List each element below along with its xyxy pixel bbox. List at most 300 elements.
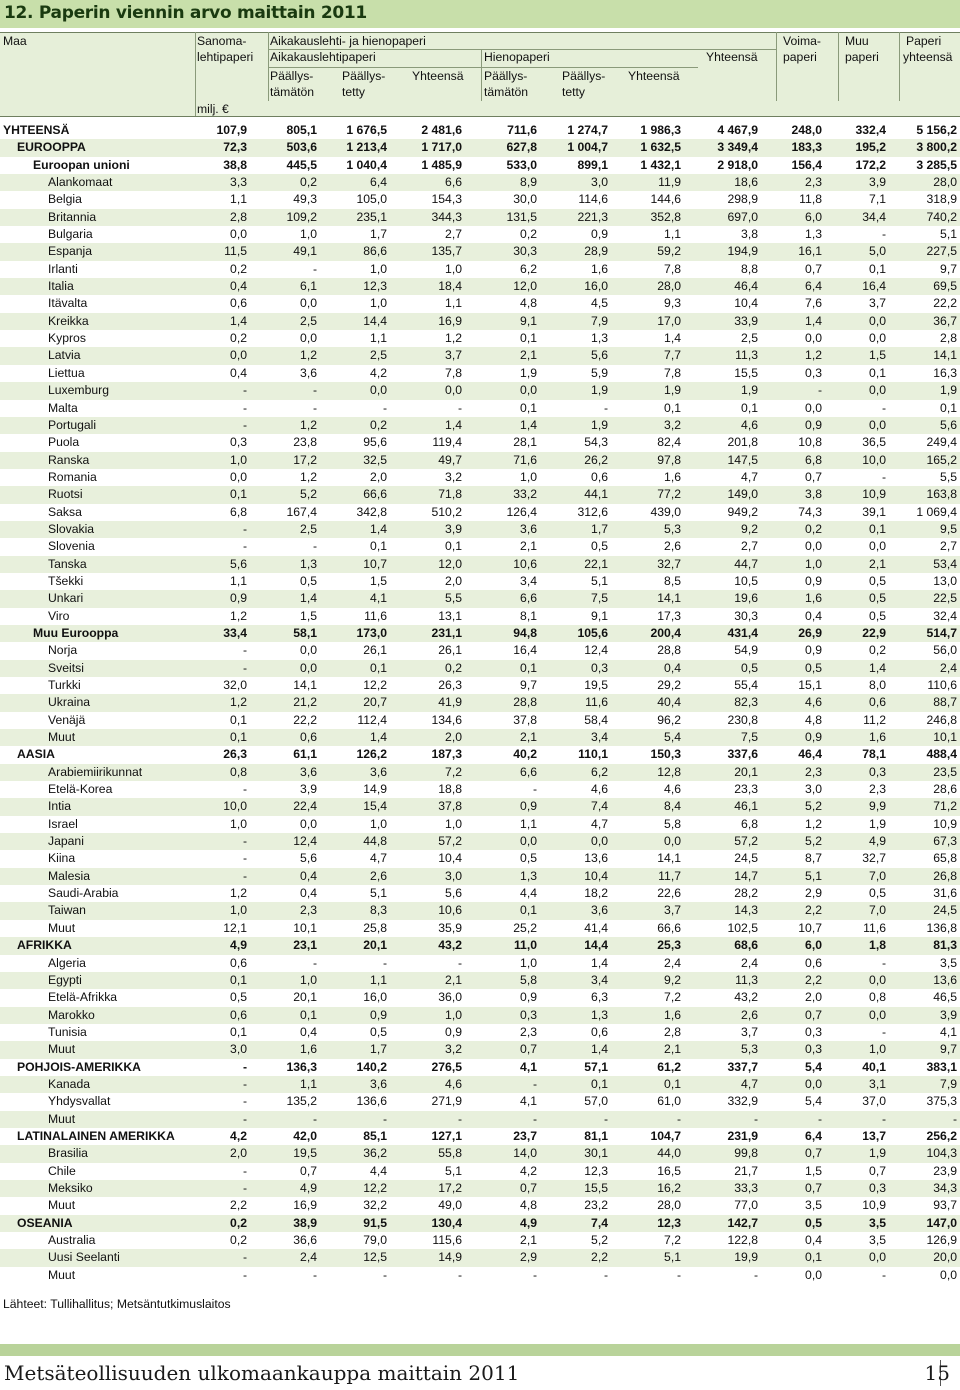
table-row bbox=[0, 1267, 960, 1284]
table-cell: 1,1 bbox=[390, 295, 465, 312]
table-cell: 0,2 bbox=[197, 261, 250, 278]
table-row bbox=[0, 608, 960, 625]
table-cell: 4,9 bbox=[197, 937, 250, 954]
table-cell: 0,3 bbox=[761, 1041, 825, 1058]
table-cell: 0,5 bbox=[825, 590, 889, 607]
table-cell: 1,0 bbox=[465, 469, 540, 486]
row-label: OSEANIA bbox=[0, 1215, 197, 1232]
table-cell: 1,4 bbox=[761, 313, 825, 330]
table-cell: 6,2 bbox=[465, 261, 540, 278]
row-label: Belgia bbox=[0, 191, 197, 208]
table-row bbox=[0, 400, 960, 417]
header-sanoma-2: lehtipaperi bbox=[197, 50, 254, 64]
header-p-2: tetty bbox=[342, 85, 366, 99]
table-cell: 28,9 bbox=[540, 243, 611, 260]
table-row bbox=[0, 295, 960, 312]
table-cell: 2,1 bbox=[465, 1232, 540, 1249]
table-cell: 12,3 bbox=[540, 1163, 611, 1180]
table-cell: 11,8 bbox=[761, 191, 825, 208]
table-cell: 0,1 bbox=[197, 729, 250, 746]
table-cell: 1 717,0 bbox=[390, 139, 465, 156]
table-cell: 32,5 bbox=[320, 452, 390, 469]
row-label: Kiina bbox=[0, 850, 197, 867]
table-cell: 9,1 bbox=[540, 608, 611, 625]
table-cell: 114,6 bbox=[540, 191, 611, 208]
table-cell: 1 986,3 bbox=[611, 122, 684, 139]
table-cell: 97,8 bbox=[611, 452, 684, 469]
table-row bbox=[0, 434, 960, 451]
header-aikak-hieno: Aikakauslehti- ja hienopaperi bbox=[270, 34, 426, 48]
table-cell: 10,1 bbox=[250, 920, 320, 937]
row-label: Venäjä bbox=[0, 712, 197, 729]
table-cell: 110,6 bbox=[889, 677, 960, 694]
table-cell: 26,8 bbox=[889, 868, 960, 885]
row-label: Etelä-Korea bbox=[0, 781, 197, 798]
table-cell: 72,3 bbox=[197, 139, 250, 156]
table-cell: 9,1 bbox=[465, 313, 540, 330]
table-cell: 6,4 bbox=[320, 174, 390, 191]
table-cell: 12,4 bbox=[540, 642, 611, 659]
table-cell: 34,3 bbox=[889, 1180, 960, 1197]
table-header bbox=[0, 32, 960, 116]
table-cell: - bbox=[390, 1111, 465, 1128]
table-cell: 0,7 bbox=[761, 469, 825, 486]
table-cell: 19,9 bbox=[684, 1249, 761, 1266]
table-cell: 9,2 bbox=[611, 972, 684, 989]
table-row bbox=[0, 278, 960, 295]
table-cell: 3,9 bbox=[889, 1007, 960, 1024]
table-cell: 6,6 bbox=[465, 590, 540, 607]
table-cell: 2,4 bbox=[684, 955, 761, 972]
table-cell: 235,1 bbox=[320, 209, 390, 226]
table-cell: 1,5 bbox=[320, 573, 390, 590]
table-cell: 0,0 bbox=[761, 400, 825, 417]
table-cell: 7,7 bbox=[611, 347, 684, 364]
table-cell: 0,9 bbox=[197, 590, 250, 607]
table-cell: 4,8 bbox=[465, 295, 540, 312]
table-cell: 3,2 bbox=[611, 417, 684, 434]
table-cell: 0,7 bbox=[761, 1007, 825, 1024]
table-row bbox=[0, 226, 960, 243]
table-cell: 3,6 bbox=[250, 365, 320, 382]
row-label: Unkari bbox=[0, 590, 197, 607]
table-cell: 183,3 bbox=[761, 139, 825, 156]
table-cell: 2,4 bbox=[250, 1249, 320, 1266]
table-cell: 44,7 bbox=[684, 556, 761, 573]
table-cell: 28,1 bbox=[465, 434, 540, 451]
table-cell: 43,2 bbox=[390, 937, 465, 954]
table-cell: 35,9 bbox=[390, 920, 465, 937]
table-cell: 12,2 bbox=[320, 677, 390, 694]
table-cell: 5,5 bbox=[889, 469, 960, 486]
table-cell: 102,5 bbox=[684, 920, 761, 937]
table-row bbox=[0, 660, 960, 677]
table-cell: 1,6 bbox=[825, 729, 889, 746]
table-cell: 0,6 bbox=[825, 694, 889, 711]
table-cell: 14,7 bbox=[684, 868, 761, 885]
table-cell: 248,0 bbox=[761, 122, 825, 139]
table-cell: 1,4 bbox=[320, 729, 390, 746]
table-cell: 0,9 bbox=[761, 417, 825, 434]
table-cell: 32,7 bbox=[825, 850, 889, 867]
table-cell: 221,3 bbox=[540, 209, 611, 226]
table-cell: 30,1 bbox=[540, 1145, 611, 1162]
table-cell: 7,0 bbox=[825, 868, 889, 885]
table-cell: 88,7 bbox=[889, 694, 960, 711]
table-cell: 33,3 bbox=[684, 1180, 761, 1197]
table-cell: - bbox=[320, 1111, 390, 1128]
table-cell: 165,2 bbox=[889, 452, 960, 469]
table-cell: 14,1 bbox=[250, 677, 320, 694]
table-cell: 61,0 bbox=[611, 1093, 684, 1110]
table-cell: 0,9 bbox=[465, 989, 540, 1006]
row-label: Tanska bbox=[0, 556, 197, 573]
table-cell: 1 274,7 bbox=[540, 122, 611, 139]
table-cell: 2,7 bbox=[684, 538, 761, 555]
table-cell: 82,4 bbox=[611, 434, 684, 451]
table-cell: 12,8 bbox=[611, 764, 684, 781]
table-cell: 9,7 bbox=[465, 677, 540, 694]
table-cell: 79,0 bbox=[320, 1232, 390, 1249]
table-cell: 11,3 bbox=[684, 347, 761, 364]
table-cell: 14,9 bbox=[390, 1249, 465, 1266]
table-row bbox=[0, 1215, 960, 1232]
table-cell: - bbox=[684, 1111, 761, 1128]
table-row bbox=[0, 365, 960, 382]
table-cell: 127,1 bbox=[390, 1128, 465, 1145]
row-label: Muut bbox=[0, 729, 197, 746]
row-label: Taiwan bbox=[0, 902, 197, 919]
table-cell: 1,2 bbox=[390, 330, 465, 347]
table-cell: 0,6 bbox=[197, 295, 250, 312]
table-cell: 0,4 bbox=[761, 1232, 825, 1249]
table-cell: 12,4 bbox=[250, 833, 320, 850]
table-cell: 0,0 bbox=[465, 833, 540, 850]
table-cell: 2,3 bbox=[761, 764, 825, 781]
table-cell: 1,7 bbox=[320, 1041, 390, 1058]
table-row bbox=[0, 1024, 960, 1041]
table-cell: 58,1 bbox=[250, 625, 320, 642]
table-cell: 0,2 bbox=[250, 174, 320, 191]
table-cell: 22,1 bbox=[540, 556, 611, 573]
table-cell: 8,7 bbox=[761, 850, 825, 867]
table-cell: - bbox=[197, 1249, 250, 1266]
table-row bbox=[0, 694, 960, 711]
table-cell: 740,2 bbox=[889, 209, 960, 226]
table-cell: 16,2 bbox=[611, 1180, 684, 1197]
table-cell: 44,0 bbox=[611, 1145, 684, 1162]
table-cell: 41,4 bbox=[540, 920, 611, 937]
table-cell: 5,3 bbox=[684, 1041, 761, 1058]
table-cell: - bbox=[197, 1111, 250, 1128]
table-cell: 13,6 bbox=[889, 972, 960, 989]
table-cell: 6,8 bbox=[197, 504, 250, 521]
table-cell: 4,1 bbox=[320, 590, 390, 607]
table-cell: 61,1 bbox=[250, 746, 320, 763]
table-cell: 15,4 bbox=[320, 798, 390, 815]
table-row bbox=[0, 139, 960, 156]
row-label: EUROOPPA bbox=[0, 139, 197, 156]
table-cell: 0,3 bbox=[540, 660, 611, 677]
row-label: Saksa bbox=[0, 504, 197, 521]
table-cell: 0,0 bbox=[320, 382, 390, 399]
table-cell: 0,6 bbox=[197, 955, 250, 972]
table-cell: 93,7 bbox=[889, 1197, 960, 1214]
table-cell: - bbox=[250, 400, 320, 417]
table-cell: 1,8 bbox=[825, 937, 889, 954]
table-cell: 4,5 bbox=[540, 295, 611, 312]
table-cell: 1,9 bbox=[889, 382, 960, 399]
table-cell: 10,7 bbox=[320, 556, 390, 573]
table-cell: 14,3 bbox=[684, 902, 761, 919]
header-maa: Maa bbox=[3, 34, 27, 48]
table-row bbox=[0, 313, 960, 330]
table-cell: 91,5 bbox=[320, 1215, 390, 1232]
table-cell: 5,4 bbox=[761, 1093, 825, 1110]
table-cell: 49,0 bbox=[390, 1197, 465, 1214]
table-cell: 2,6 bbox=[611, 538, 684, 555]
table-cell: 2,2 bbox=[761, 902, 825, 919]
header-yhteensa-group: Yhteensä bbox=[706, 50, 758, 64]
table-cell: 28,0 bbox=[889, 174, 960, 191]
table-cell: - bbox=[250, 1111, 320, 1128]
table-cell: 3,5 bbox=[825, 1215, 889, 1232]
table-cell: 37,0 bbox=[825, 1093, 889, 1110]
table-cell: 3,4 bbox=[540, 729, 611, 746]
table-cell: 195,2 bbox=[825, 139, 889, 156]
table-cell: 2 918,0 bbox=[684, 157, 761, 174]
table-cell: 2,3 bbox=[465, 1024, 540, 1041]
table-cell: 0,8 bbox=[825, 989, 889, 1006]
table-cell: 344,3 bbox=[390, 209, 465, 226]
row-label: Euroopan unioni bbox=[0, 157, 197, 174]
table-cell: 0,5 bbox=[761, 1215, 825, 1232]
row-label: Japani bbox=[0, 833, 197, 850]
table-cell: 4,2 bbox=[465, 1163, 540, 1180]
table-cell: 1,0 bbox=[390, 1007, 465, 1024]
table-cell: 0,9 bbox=[761, 642, 825, 659]
table-cell: 2,2 bbox=[197, 1197, 250, 1214]
row-label: Liettua bbox=[0, 365, 197, 382]
table-cell: 8,0 bbox=[825, 677, 889, 694]
table-cell: 0,5 bbox=[320, 1024, 390, 1041]
table-cell: 136,6 bbox=[320, 1093, 390, 1110]
table-cell: - bbox=[197, 538, 250, 555]
table-row bbox=[0, 330, 960, 347]
table-cell: 0,7 bbox=[761, 1145, 825, 1162]
row-label: Brasilia bbox=[0, 1145, 197, 1162]
table-cell: 276,5 bbox=[390, 1059, 465, 1076]
table-cell: 5,5 bbox=[390, 590, 465, 607]
table-cell: 39,1 bbox=[825, 504, 889, 521]
table-cell: 17,2 bbox=[250, 452, 320, 469]
table-cell: 1,0 bbox=[320, 295, 390, 312]
table-cell: - bbox=[465, 1076, 540, 1093]
table-cell: 10,0 bbox=[197, 798, 250, 815]
table-cell: 0,3 bbox=[825, 764, 889, 781]
table-cell: 0,0 bbox=[761, 330, 825, 347]
row-label: Ruotsi bbox=[0, 486, 197, 503]
row-label: Tunisia bbox=[0, 1024, 197, 1041]
table-cell: 7,8 bbox=[611, 261, 684, 278]
table-cell: 8,9 bbox=[465, 174, 540, 191]
table-cell: 1,0 bbox=[825, 1041, 889, 1058]
table-cell: 0,5 bbox=[825, 608, 889, 625]
table-cell: 49,7 bbox=[390, 452, 465, 469]
table-cell: 2,8 bbox=[611, 1024, 684, 1041]
table-cell: 23,1 bbox=[250, 937, 320, 954]
table-row bbox=[0, 538, 960, 555]
table-cell: 4,6 bbox=[761, 694, 825, 711]
table-cell: 21,2 bbox=[250, 694, 320, 711]
table-cell: 375,3 bbox=[889, 1093, 960, 1110]
table-cell: 0,0 bbox=[825, 313, 889, 330]
table-cell: 18,6 bbox=[684, 174, 761, 191]
table-cell: 533,0 bbox=[465, 157, 540, 174]
row-label: Egypti bbox=[0, 972, 197, 989]
row-label: AFRIKKA bbox=[0, 937, 197, 954]
table-cell: 10,4 bbox=[390, 850, 465, 867]
table-cell: 201,8 bbox=[684, 434, 761, 451]
table-row bbox=[0, 1232, 960, 1249]
table-cell: 126,9 bbox=[889, 1232, 960, 1249]
table-cell: 4,6 bbox=[390, 1076, 465, 1093]
table-cell: 1,5 bbox=[825, 347, 889, 364]
table-cell: 1,0 bbox=[390, 261, 465, 278]
header-paperi-2: yhteensä bbox=[903, 50, 953, 64]
table-row bbox=[0, 920, 960, 937]
table-row bbox=[0, 174, 960, 191]
table-cell: 3,2 bbox=[390, 469, 465, 486]
row-label: Sveitsi bbox=[0, 660, 197, 677]
table-cell: 46,1 bbox=[684, 798, 761, 815]
table-cell: 3,6 bbox=[465, 521, 540, 538]
table-cell: 2,4 bbox=[889, 660, 960, 677]
table-cell: 6,1 bbox=[250, 278, 320, 295]
table-cell: 1 004,7 bbox=[540, 139, 611, 156]
table-cell: 1,0 bbox=[320, 261, 390, 278]
row-label: Kypros bbox=[0, 330, 197, 347]
table-cell: 3,0 bbox=[540, 174, 611, 191]
table-cell: 7,8 bbox=[611, 365, 684, 382]
table-cell: 0,0 bbox=[825, 417, 889, 434]
table-cell: 4 467,9 bbox=[684, 122, 761, 139]
table-cell: 0,7 bbox=[465, 1041, 540, 1058]
table-row bbox=[0, 781, 960, 798]
table-cell: 0,0 bbox=[197, 347, 250, 364]
table-cell: 23,7 bbox=[465, 1128, 540, 1145]
row-label: Chile bbox=[0, 1163, 197, 1180]
table-cell: 318,9 bbox=[889, 191, 960, 208]
table-cell: 71,2 bbox=[889, 798, 960, 815]
table-cell: 0,4 bbox=[250, 1024, 320, 1041]
table-cell: - bbox=[197, 660, 250, 677]
row-label: Muut bbox=[0, 1267, 197, 1284]
table-cell: - bbox=[197, 1267, 250, 1284]
table-cell: 6,4 bbox=[761, 1128, 825, 1145]
table-cell: 69,5 bbox=[889, 278, 960, 295]
table-cell: 3,5 bbox=[889, 955, 960, 972]
table-cell: 10,6 bbox=[390, 902, 465, 919]
table-cell: 0,0 bbox=[250, 816, 320, 833]
table-cell: 3,0 bbox=[761, 781, 825, 798]
table-cell: 19,5 bbox=[250, 1145, 320, 1162]
table-cell: 503,6 bbox=[250, 139, 320, 156]
table-cell: 4,2 bbox=[320, 365, 390, 382]
table-cell: 0,0 bbox=[761, 1076, 825, 1093]
table-cell: 1,0 bbox=[250, 972, 320, 989]
table-cell: 3,4 bbox=[465, 573, 540, 590]
table-cell: 0,3 bbox=[761, 1024, 825, 1041]
table-cell: 8,8 bbox=[684, 261, 761, 278]
table-cell: 6,4 bbox=[761, 278, 825, 295]
table-cell: 2,5 bbox=[320, 347, 390, 364]
row-label: Israel bbox=[0, 816, 197, 833]
header-bottom-rule bbox=[0, 116, 960, 117]
table-cell: 3,7 bbox=[611, 902, 684, 919]
table-cell: 11,3 bbox=[684, 972, 761, 989]
table-cell: 4,7 bbox=[684, 469, 761, 486]
table-cell: 32,2 bbox=[320, 1197, 390, 1214]
table-cell: 2,0 bbox=[390, 573, 465, 590]
table-row bbox=[0, 989, 960, 1006]
table-cell: 337,6 bbox=[684, 746, 761, 763]
table-cell: 1,4 bbox=[250, 590, 320, 607]
table-row bbox=[0, 937, 960, 954]
table-row bbox=[0, 382, 960, 399]
row-label: Algeria bbox=[0, 955, 197, 972]
table-cell: 22,9 bbox=[825, 625, 889, 642]
table-cell: 0,6 bbox=[540, 469, 611, 486]
table-cell: 332,9 bbox=[684, 1093, 761, 1110]
table-cell: 488,4 bbox=[889, 746, 960, 763]
table-cell: 0,0 bbox=[250, 330, 320, 347]
table-cell: 21,7 bbox=[684, 1163, 761, 1180]
table-cell: 77,2 bbox=[611, 486, 684, 503]
table-cell: - bbox=[197, 868, 250, 885]
table-cell: 19,5 bbox=[540, 677, 611, 694]
table-cell: 12,3 bbox=[320, 278, 390, 295]
table-cell: 0,0 bbox=[825, 1249, 889, 1266]
table-cell: 2,9 bbox=[761, 885, 825, 902]
table-cell: - bbox=[197, 1180, 250, 1197]
table-cell: 18,8 bbox=[390, 781, 465, 798]
table-cell: 3,6 bbox=[320, 764, 390, 781]
row-label: Malta bbox=[0, 400, 197, 417]
table-cell: 0,0 bbox=[825, 382, 889, 399]
table-cell: 2,5 bbox=[684, 330, 761, 347]
table-cell: 1,4 bbox=[197, 313, 250, 330]
table-row bbox=[0, 486, 960, 503]
table-cell: 16,9 bbox=[390, 313, 465, 330]
table-cell: 1 676,5 bbox=[320, 122, 390, 139]
table-cell: 17,2 bbox=[390, 1180, 465, 1197]
table-row bbox=[0, 764, 960, 781]
table-cell: 0,1 bbox=[320, 538, 390, 555]
row-label: Slovakia bbox=[0, 521, 197, 538]
table-cell: 2,1 bbox=[390, 972, 465, 989]
table-cell: 30,3 bbox=[684, 608, 761, 625]
table-cell: 1,9 bbox=[540, 417, 611, 434]
table-cell: 11,6 bbox=[825, 920, 889, 937]
table-cell: 15,5 bbox=[540, 1180, 611, 1197]
table-cell: - bbox=[197, 781, 250, 798]
table-row bbox=[0, 729, 960, 746]
table-row bbox=[0, 902, 960, 919]
table-cell: 32,4 bbox=[889, 608, 960, 625]
header-muu-1: Muu bbox=[845, 34, 869, 48]
table-cell: 1,0 bbox=[197, 452, 250, 469]
